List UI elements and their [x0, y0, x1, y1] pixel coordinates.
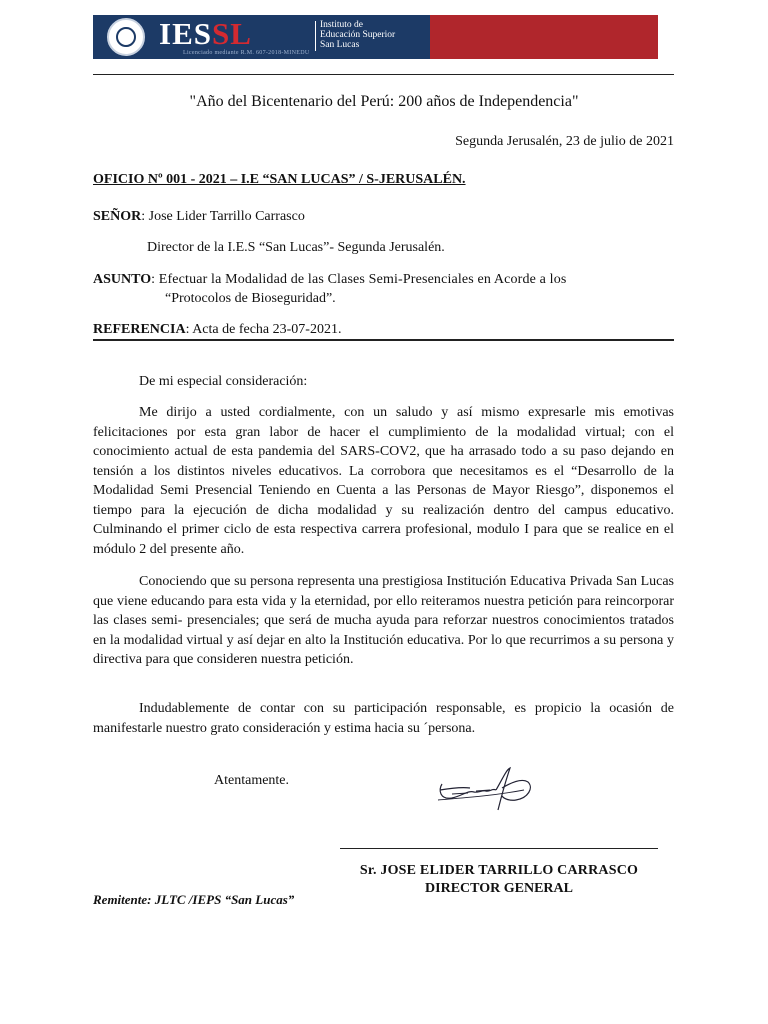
date-line: Segunda Jerusalén, 23 de julio de 2021	[455, 134, 674, 149]
institution-name: Instituto de Educación Superior San Lucas	[320, 20, 396, 50]
year-motto: "Año del Bicentenario del Perú: 200 años de Independencia"	[189, 93, 579, 110]
closing: Atentamente.	[214, 773, 290, 788]
asunto-label: ASUNTO	[93, 272, 152, 287]
addressee-role: Director de la I.E.S “San Lucas”- Segunda Jerusalén.	[147, 240, 445, 255]
signer-name: Sr. JOSE ELIDER TARRILLO CARRASCO	[359, 863, 639, 878]
greeting: De mi especial consideración:	[139, 374, 308, 389]
asunto-text: : Efectuar la Modalidad de las Clases Semi-Presenciales en Acorde a los	[151, 272, 567, 287]
referencia-text: : Acta de fecha 23-07-2021.	[185, 322, 342, 337]
oficio-number: OFICIO Nº 001 - 2021 – I.E “SAN LUCAS” / S-JERUSALÉN.	[93, 172, 466, 187]
header-divider	[93, 74, 674, 75]
addressee	[93, 207, 305, 226]
body-paragraph-1: Me dirijo a usted cordialmente, con un saludo y así mismo expresarle mis emotivas felicitaciones por esta gran labor de hacer el cumplimiento de la modalidad virtual; con el conocimiento actual de esta pandemia del SARS-COV2, que ha arrasado todo a su paso dejando en tensión a los distintos niveles educativos. La corrobora que necesitamos es el “Desarrollo de la Modalidad Semi Presencial Teniendo en Cuenta a las Personas de Mayor Riesgo”, disponemos el tiempo para la ejecución de dicha modalidad y su realización dentro del campus educativo. Culminando el primer ciclo de esta respectiva carrera profesional, modulo I para que se realice en el módulo 2 del presente año.	[93, 405, 674, 557]
referencia-divider	[93, 339, 674, 341]
referencia-line	[93, 320, 341, 339]
referencia-label: REFERENCIA	[93, 322, 186, 337]
asunto-text-line2: “Protocolos de Bioseguridad”.	[165, 291, 336, 306]
asunto-line	[93, 270, 566, 289]
banner-red-band	[430, 15, 658, 59]
senor-name: : Jose Lider Tarrillo Carrasco	[141, 209, 305, 224]
signer-title: DIRECTOR GENERAL	[425, 881, 573, 896]
banner-separator	[315, 21, 316, 51]
institution-seal-icon	[107, 18, 145, 56]
signature-image	[432, 760, 542, 822]
signature-line	[340, 848, 658, 849]
header-banner	[93, 15, 658, 59]
body-paragraph-3: Indudablemente de contar con su participación responsable, es propicio la ocasión de manifestarle nuestro grato consideración y estima hacia su ´persona.	[93, 701, 674, 736]
senor-label: SEÑOR	[93, 209, 142, 224]
brand-logo: IESSL	[159, 16, 252, 51]
body-paragraph-2: Conociendo que su persona representa una prestigiosa Institución Educativa Privada San Lucas que viene educando para esta vida y la eternidad, por ello reiteramos nuestra petición para reincorporar las clases semi- presenciales; que será de mucha ayuda para reforzar nuestros conocimientos tratados en la modalidad virtual y así dejar en alto la Institución educativa. Por lo que recurrimos a su persona y directiva para que consideren nuestra petición.	[93, 574, 674, 667]
sender-line: Remitente: JLTC /IEPS “San Lucas”	[93, 892, 295, 907]
license-text: Licenciado mediante R.M. 607-2018-MINEDU	[183, 50, 310, 56]
